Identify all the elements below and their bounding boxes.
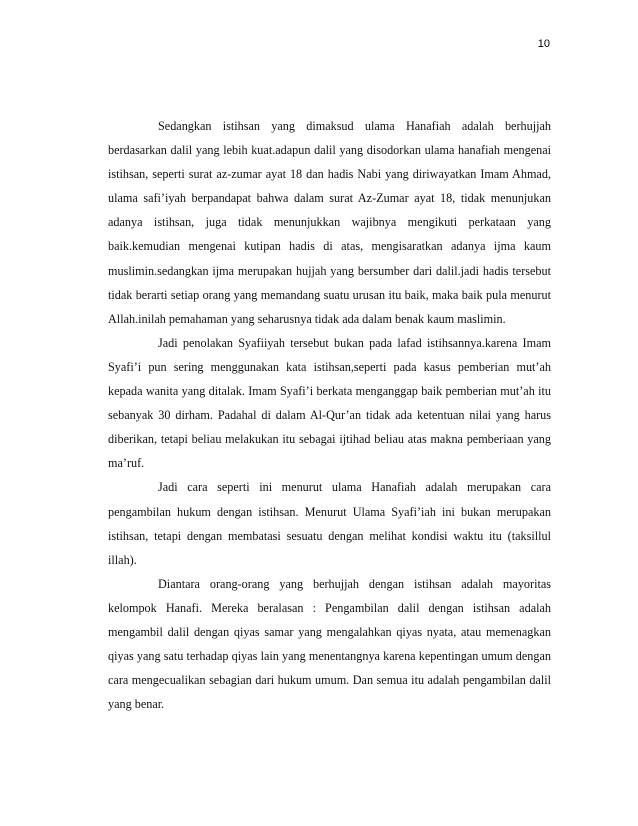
paragraph: Sedangkan istihsan yang dimaksud ulama Hanafiah adalah berhujjah berdasarkan dalil yang lebih kuat.adapun dalil yang disodorkan ulama hanafiah mengenai istihsan, seperti surat az-zumar ayat 18 dan hadis Nabi yang diriwayatkan Imam Ahmad, ulama safi’iyah berpandapat bahwa dalam surat Az-Zumar ayat 18, tidak menunjukan adanya istihsan, juga tidak menunjukkan wajibnya mengikuti perkataan yang baik.kemudian mengenai kutipan hadis di atas, mengisaratkan adanya ijma kaum muslimin.sedangkan ijma merupakan hujjah yang bersumber dari dalil.jadi hadis tersebut tidak berarti setiap orang yang memandang suatu urusan itu baik, maka baik pula menurut Allah.inilah pemahaman yang seharusnya tidak ada dalam benak kaum maslimin. bbox=[108, 119, 551, 326]
paragraph: Diantara orang-orang yang berhujjah dengan istihsan adalah mayoritas kelompok Hanafi. Mereka beralasan : Pengambilan dalil dengan istihsan adalah mengambil dalil dengan qiyas samar yang mengalahkan qiyas nyata, atau memenagkan qiyas yang satu terhadap qiyas lain yang menentangnya karena kepentingan umum dengan cara mengecualikan sebagian dari hukum umum. Dan semua itu adalah pengambilan dalil yang benar. bbox=[108, 576, 551, 712]
body-text bbox=[108, 114, 551, 716]
page-number: 10 bbox=[537, 38, 550, 50]
paragraph: Jadi cara seperti ini menurut ulama Hanafiah adalah merupakan cara pengambilan hukum dengan istihsan. Menurut Ulama Syafi’iah ini bukan merupakan istihsan, tetapi dengan membatasi sesuatu dengan melihat kondisi waktu itu (taksillul illah). bbox=[108, 480, 551, 567]
paragraph: Jadi penolakan Syafiiyah tersebut bukan pada lafad istihsannya.karena Imam Syafi’i pun sering menggunakan kata istihsan,seperti pada kasus pemberian mut’ah kepada wanita yang ditalak. Imam Syafi’i berkata menganggap baik pemberian mut’ah itu sebanyak 30 dirham. Padahal di dalam Al-Qur’an tidak ada ketentuan nilai yang harus diberikan, tetapi beliau melakukan itu sebagai ijtihad beliau atas makna pemberiaan yang ma’ruf. bbox=[108, 335, 551, 471]
